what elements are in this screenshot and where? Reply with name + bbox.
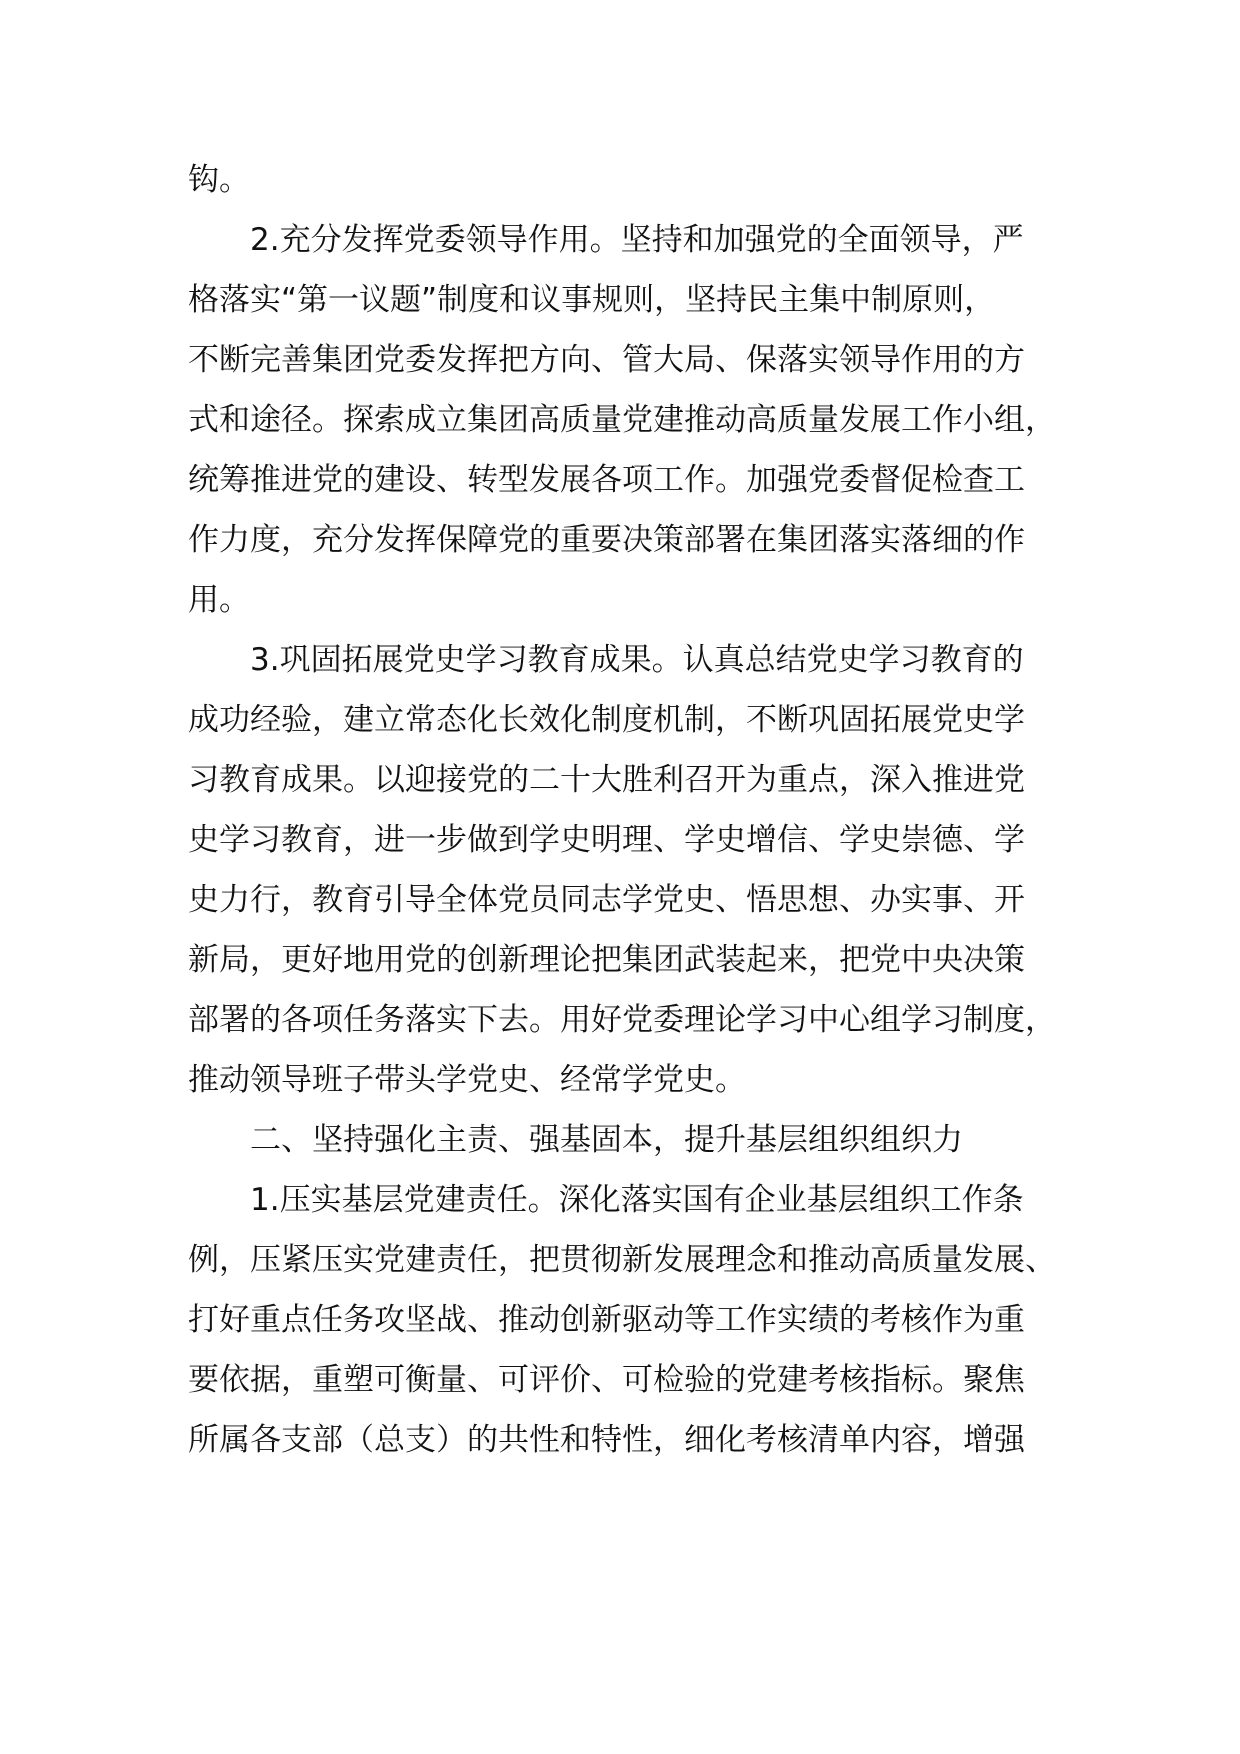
- text-line: 所属各支部（总支）的共性和特性，细化考核清单内容，增强: [188, 1422, 1025, 1458]
- text-line: 格落实“第一议题”制度和议事规则，坚持民主集中制原则，: [188, 282, 996, 318]
- text-line: 3.巩固拓展党史学习教育成果。认真总结党史学习教育的: [250, 642, 1024, 678]
- text-line: 成功经验，建立常态化长效化制度机制，不断巩固拓展党史学: [188, 702, 1025, 738]
- text-line: 打好重点任务攻坚战、推动创新驱动等工作实绩的考核作为重: [188, 1302, 1025, 1338]
- text-line: 推动领导班子带头学党史、经常学党史。: [188, 1062, 746, 1098]
- section-heading: 二、坚持强化主责、强基固本，提升基层组织组织力: [250, 1122, 963, 1158]
- text-line: 习教育成果。以迎接党的二十大胜利召开为重点，深入推进党: [188, 762, 1025, 798]
- text-line: 式和途径。探索成立集团高质量党建推动高质量发展工作小组，: [188, 402, 1056, 438]
- text-line: 统筹推进党的建设、转型发展各项工作。加强党委督促检查工: [188, 462, 1025, 498]
- text-line: 新局，更好地用党的创新理论把集团武装起来，把党中央决策: [188, 942, 1025, 978]
- text-line: 史力行，教育引导全体党员同志学党史、悟思想、办实事、开: [188, 882, 1025, 918]
- text-line: 例，压紧压实党建责任，把贯彻新发展理念和推动高质量发展、: [188, 1242, 1056, 1278]
- text-line: 史学习教育，进一步做到学史明理、学史增信、学史崇德、学: [188, 822, 1025, 858]
- text-line: 钩。: [188, 162, 250, 198]
- text-line: 作力度，充分发挥保障党的重要决策部署在集团落实落细的作: [188, 522, 1025, 558]
- text-line: 2.充分发挥党委领导作用。坚持和加强党的全面领导，严: [250, 222, 1024, 258]
- text-line: 部署的各项任务落实下去。用好党委理论学习中心组学习制度，: [188, 1002, 1056, 1038]
- text-line: 要依据，重塑可衡量、可评价、可检验的党建考核指标。聚焦: [188, 1362, 1025, 1398]
- text-line: 1.压实基层党建责任。深化落实国有企业基层组织工作条: [250, 1182, 1024, 1218]
- text-line: 用。: [188, 582, 250, 618]
- text-line: 不断完善集团党委发挥把方向、管大局、保落实领导作用的方: [188, 342, 1025, 378]
